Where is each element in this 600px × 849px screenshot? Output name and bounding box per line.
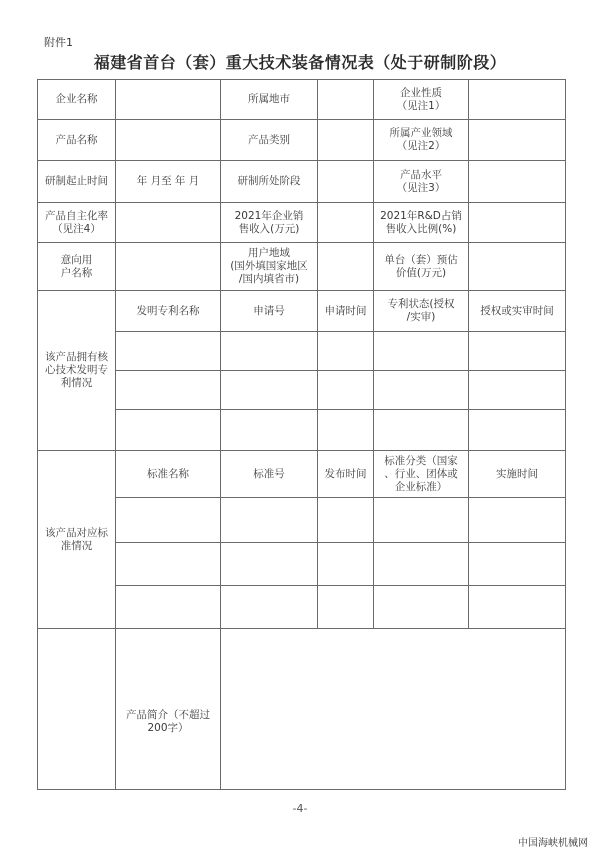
row-finance [38,203,566,243]
application-number-cell[interactable] [221,371,318,410]
patent-section-label: 该产品拥有核 心技术发明专 利情况 [38,291,116,451]
rd-ratio-field[interactable] [469,203,566,243]
standard-header-row [38,451,566,498]
standard-name-cell[interactable] [116,498,221,543]
intro-blank-cell [38,629,116,790]
standard-name-cell[interactable] [116,543,221,586]
publish-date-cell[interactable] [318,586,374,629]
grant-date-cell[interactable] [469,410,566,451]
dev-stage-label: 研制所处阶段 [221,161,318,203]
product-name-label: 产品名称 [38,120,116,161]
application-date-cell[interactable] [318,371,374,410]
grant-date-cell[interactable] [469,371,566,410]
publish-date-header: 发布时间 [318,451,374,498]
product-category-field[interactable] [318,120,374,161]
standard-number-cell[interactable] [221,586,318,629]
implementation-date-cell[interactable] [469,498,566,543]
patent-status-cell[interactable] [374,371,469,410]
standard-type-header: 标准分类（国家 、行业、团体或 企业标准） [374,451,469,498]
target-user-field[interactable] [116,243,221,291]
patent-status-header: 专利状态(授权 /实审) [374,291,469,332]
dev-stage-field[interactable] [318,161,374,203]
product-category-label: 产品类别 [221,120,318,161]
localization-rate-label: 产品自主化率 （见注4） [38,203,116,243]
city-label: 所属地市 [221,80,318,120]
application-date-header: 申请时间 [318,291,374,332]
company-nature-label: 企业性质 （见注1） [374,80,469,120]
application-number-cell[interactable] [221,332,318,371]
equipment-form-table [37,79,566,790]
localization-rate-field[interactable] [116,203,221,243]
product-level-field[interactable] [469,161,566,203]
implementation-date-header: 实施时间 [469,451,566,498]
patent-row [38,332,566,371]
company-name-label: 企业名称 [38,80,116,120]
user-region-field[interactable] [318,243,374,291]
product-level-label: 产品水平 （见注3） [374,161,469,203]
company-nature-field[interactable] [469,80,566,120]
patent-row [38,371,566,410]
patent-header-row [38,291,566,332]
standard-section-label: 该产品对应标 准情况 [38,451,116,629]
application-number-cell[interactable] [221,410,318,451]
watermark: 中国海峡机械网 [518,838,588,849]
standard-type-cell[interactable] [374,498,469,543]
sales-revenue-label: 2021年企业销 售收入(万元) [221,203,318,243]
publish-date-cell[interactable] [318,543,374,586]
standard-row [38,498,566,543]
standard-type-cell[interactable] [374,543,469,586]
unit-price-label: 单台（套）预估 价值(万元) [374,243,469,291]
patent-name-header: 发明专利名称 [116,291,221,332]
implementation-date-cell[interactable] [469,586,566,629]
standard-name-cell[interactable] [116,586,221,629]
industry-field-label: 所属产业领域 （见注2） [374,120,469,161]
row-customer [38,243,566,291]
dev-period-label: 研制起止时间 [38,161,116,203]
publish-date-cell[interactable] [318,498,374,543]
attachment-label: 附件1 [44,36,73,49]
target-user-label: 意向用 户名称 [38,243,116,291]
standard-row [38,586,566,629]
standard-number-cell[interactable] [221,498,318,543]
intro-row [38,629,566,790]
patent-name-cell[interactable] [116,332,221,371]
standard-name-header: 标准名称 [116,451,221,498]
patent-status-cell[interactable] [374,332,469,371]
patent-name-cell[interactable] [116,371,221,410]
rd-ratio-label: 2021年R&D占销 售收入比例(%) [374,203,469,243]
standard-type-cell[interactable] [374,586,469,629]
grant-date-cell[interactable] [469,332,566,371]
patent-name-cell[interactable] [116,410,221,451]
patent-row [38,410,566,451]
grant-date-header: 授权或实审时间 [469,291,566,332]
intro-label: 产品简介（不超过 200字） [116,629,221,790]
standard-number-header: 标准号 [221,451,318,498]
page-title: 福建省首台（套）重大技术装备情况表（处于研制阶段） [93,53,507,72]
row-product [38,120,566,161]
implementation-date-cell[interactable] [469,543,566,586]
city-field[interactable] [318,80,374,120]
patent-status-cell[interactable] [374,410,469,451]
page-number: -4- [292,802,308,815]
row-development [38,161,566,203]
application-date-cell[interactable] [318,410,374,451]
application-number-header: 申请号 [221,291,318,332]
standard-number-cell[interactable] [221,543,318,586]
user-region-label: 用户地域 (国外填国家地区 /国内填省市) [221,243,318,291]
dev-period-field[interactable]: 年 月至 年 月 [116,161,221,203]
row-company [38,80,566,120]
intro-field[interactable] [221,629,566,790]
industry-field-field[interactable] [469,120,566,161]
application-date-cell[interactable] [318,332,374,371]
standard-row [38,543,566,586]
product-name-field[interactable] [116,120,221,161]
unit-price-field[interactable] [469,243,566,291]
company-name-field[interactable] [116,80,221,120]
sales-revenue-field[interactable] [318,203,374,243]
